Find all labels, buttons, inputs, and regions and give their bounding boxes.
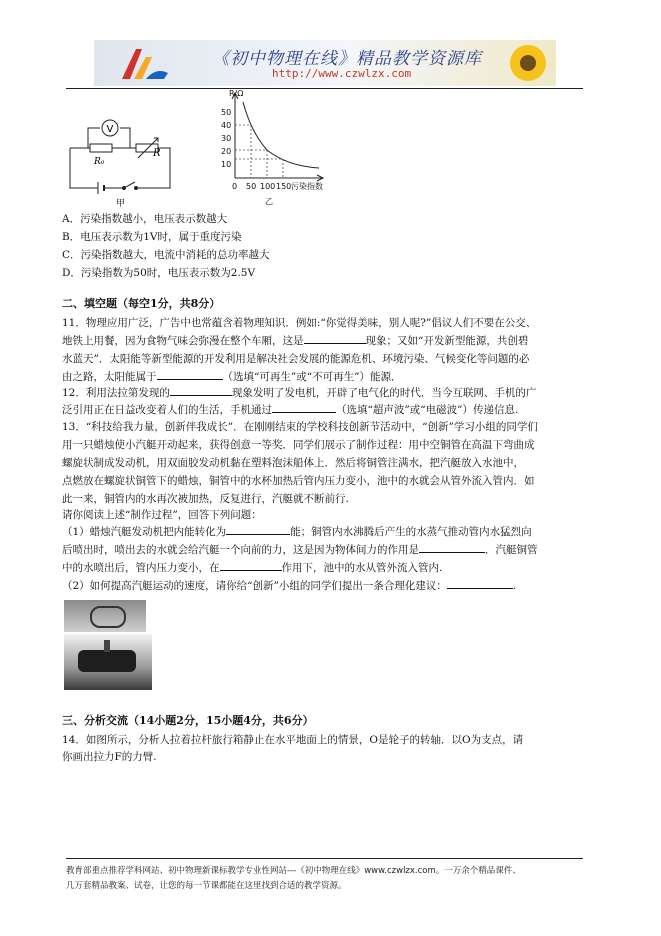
sunflower-icon <box>506 42 550 84</box>
graph-caption: 乙 <box>265 197 273 206</box>
circuit-caption: 甲 <box>116 199 126 208</box>
resistance-graph <box>205 90 345 210</box>
r-label: R <box>153 148 161 159</box>
banner-title: 《初中物理在线》精品教学资源库 <box>212 49 482 69</box>
answer-blank[interactable] <box>419 541 485 553</box>
footer-rule <box>66 858 583 859</box>
answer-blank[interactable] <box>304 332 366 344</box>
y-tick: 10 <box>221 160 232 169</box>
answer-blank[interactable] <box>170 384 232 396</box>
q13-line: 螺旋状制成发动机，用双面胶发动机黏在塑料泡沫船体上．然后将铜管注满水，把汽艇放入水池中， <box>62 457 524 469</box>
q11-line: 地铁上用餐，因为食物气味会弥漫在整个车厢，这是 现象；又如“开发新型能源，共创碧 <box>62 332 528 351</box>
y-tick: 30 <box>221 134 232 143</box>
boat-photo-top <box>64 600 146 632</box>
q13-line: 后喷出时，喷出去的水就会给汽艇一个向前的力，这是因为物体间力的作用是 ．汽艇铜管 <box>62 541 538 560</box>
section-2-heading: 二、填空题（每空1分，共8分） <box>62 297 221 310</box>
choice-d: D．污染指数为50时，电压表示数为2.5V <box>62 267 256 279</box>
header-banner <box>94 40 556 86</box>
graph-ylabel: R/Ω <box>229 90 244 98</box>
footer-line: 教育部重点推荐学科网站、初中物理新课标教学专业性网站---《初中物理在线》www.czwlzx.com。一万余个精品课件、 <box>66 866 521 876</box>
q13-line: 用一只蜡烛使小汽艇开动起来，获得创意一等奖．同学们展示了制作过程：用中空铜管在高温下弯曲成 <box>62 439 535 451</box>
voltmeter-symbol: V <box>106 124 114 135</box>
q12-line: 12．利用法拉第发现的 现象发明了发电机，开辟了电气化的时代．当今互联网、手机的广 <box>62 384 536 403</box>
choice-b: B．电压表示数为1V时，属于重度污染 <box>62 231 242 243</box>
x-tick: 50 <box>246 182 257 191</box>
q12-line: 泛引用正在日益改变着人们的生活，手机通过 （选填“超声波”或“电磁波”）传递信息. <box>62 401 518 420</box>
r0-label: R₀ <box>94 157 105 167</box>
x-tick: 0 <box>232 182 238 191</box>
q14-line: 你画出拉力F的力臂. <box>62 751 157 763</box>
banner-url: http://www.czwlzx.com <box>272 67 412 80</box>
q13-line: 此一来，铜管内的水再次被加热，反复进行，汽艇就不断前行. <box>62 493 349 505</box>
footer-line: 几万套精品教案、试卷，让您的每一节课都能在这里找到合适的教学资源。 <box>66 881 347 891</box>
answer-blank[interactable] <box>226 523 290 535</box>
q13-line: 13．“科技给我力量，创新伴我成长”．在刚刚结束的学校科技创新节活动中，“创新”学习小组的同学们 <box>62 421 538 433</box>
section-3-heading: 三、分析交流（14小题2分，15小题4分，共6分） <box>62 714 314 727</box>
choice-a: A．污染指数越小，电压表示数越大 <box>62 213 228 225</box>
q11-line: 水蓝天”．太阳能等新型能源的开发利用是解决社会发展的能源危机、环境污染、气候变化等问题的必 <box>62 353 530 365</box>
q13-line: 点燃放在螺旋状铜管下的蜡烛，铜管中的水杯加热后管内压力变小，池中的水就会从管外流入管内．如 <box>62 475 535 487</box>
q14-line: 14．如图所示，分析人拉着拉杆旅行箱静止在水平地面上的情景，O是轮子的转轴．以O为支点，请 <box>62 734 524 746</box>
answer-blank[interactable] <box>157 368 223 380</box>
q13-line: （1）蜡烛汽艇发动机把内能转化为 能；铜管内水沸腾后产生的水蒸气推动管内水猛烈向 <box>62 523 532 542</box>
answer-blank[interactable] <box>272 401 336 413</box>
graph-xlabel: 污染指数 <box>291 182 323 191</box>
answer-blank[interactable] <box>220 559 282 571</box>
q11-line: 11．物理应用广泛，广告中也常蕴含着物理知识．例如:“你觉得美味，别人呢?”倡议人们不要在公交、 <box>62 317 537 329</box>
q11-line: 由之路，太阳能属于 （选填“可再生”或“不可再生”）能源． <box>62 368 401 387</box>
x-tick: 100 <box>260 182 276 191</box>
logo-icon <box>116 43 172 83</box>
q13-line: 中的水喷出后，管内压力变小，在 作用下，池中的水从管外流入管内. <box>62 559 442 578</box>
header-rule <box>66 88 583 89</box>
boat-photo-bottom <box>64 634 152 690</box>
q13-line: 请你阅读上述“制作过程”，回答下列问题： <box>62 509 262 521</box>
y-tick: 40 <box>221 121 232 130</box>
answer-blank[interactable] <box>447 577 513 589</box>
circuit-diagram <box>60 108 178 208</box>
q13-line: （2）如何提高汽艇运动的速度，请你给“创新”小组的同学们提出一条合理化建议： . <box>62 577 516 596</box>
x-tick: 150 <box>276 182 292 191</box>
y-tick: 50 <box>221 108 232 117</box>
choice-c: C．污染指数越大，电流中消耗的总功率越大 <box>62 249 270 261</box>
y-tick: 20 <box>221 147 232 156</box>
